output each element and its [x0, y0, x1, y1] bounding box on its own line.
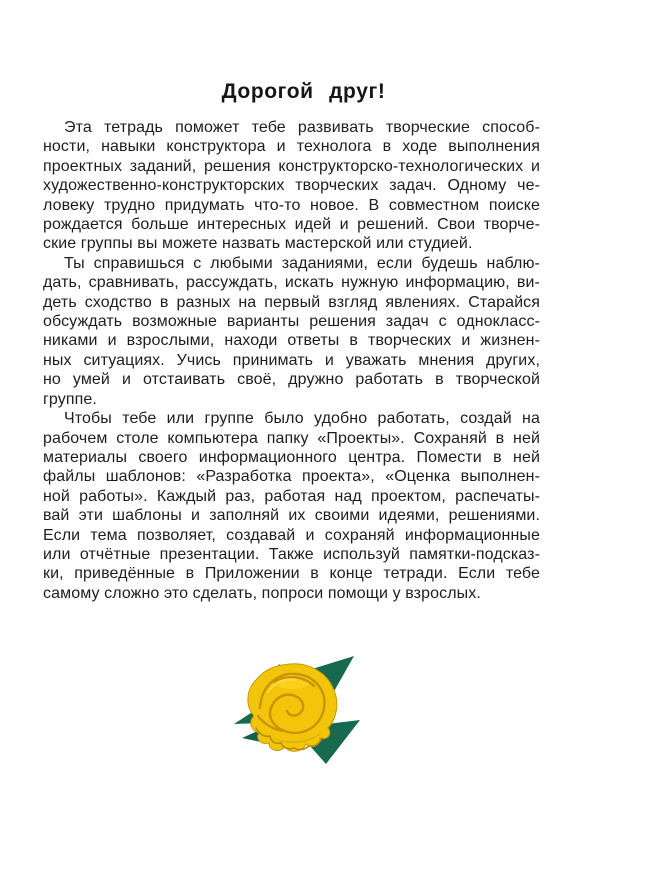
- text-line: никами и взрослыми, находи ответы в творческих и жизнен-: [43, 332, 540, 350]
- text-line: но умей и отстаивать своё, дружно работать в творческой: [43, 371, 540, 389]
- text-line: материалы своего информационного центра. Помести в ней: [43, 448, 540, 466]
- text-line: ности, навыки конструктора и технолога в ходе выполнения: [43, 138, 540, 156]
- text-line: дать, сравнивать, рассуждать, искать нужную информацию, ви-: [43, 274, 540, 292]
- text-line: Если тема позволяет, создавай и сохраняй информационные: [43, 526, 540, 544]
- text-line: рабочем столе компьютера папку «Проекты». Сохраняй в ней: [43, 429, 540, 447]
- body-text: [43, 118, 540, 603]
- text-line: вай эти шаблоны и заполняй их своими идеями, решениями.: [43, 507, 540, 525]
- text-line: деть сходство в разных на первый взгляд явлениях. Старайся: [43, 293, 540, 311]
- text-line: обсуждать возможные варианты решения задач с однокласс-: [43, 313, 540, 331]
- text-line: рождается больше интересных идей и решений. Свои творче-: [43, 216, 540, 234]
- text-line: художественно-конструкторских творческих задач. Одному че-: [43, 177, 540, 195]
- paper-rose-image: [230, 648, 370, 766]
- text-line: самому сложно это сделать, попроси помощи у взрослых.: [43, 584, 481, 602]
- text-line: ных ситуациях. Учись принимать и уважать мнения других,: [43, 351, 540, 369]
- text-line: Эта тетрадь поможет тебе развивать творческие способ-: [64, 119, 540, 136]
- text-line: ки, приведённые в Приложении в конце тетради. Если тебе: [43, 565, 540, 583]
- text-line: файлы шаблонов: «Разработка проекта», «Оценка выполнен-: [43, 468, 540, 486]
- rose-figure: [230, 648, 370, 766]
- text-line: проектных заданий, решения конструкторско-технологических и: [43, 157, 540, 175]
- text-line: Ты справишься с любыми заданиями, если будешь наблю-: [64, 254, 540, 272]
- text-line: ловеку трудно придумать что-то новое. В совместном поиске: [43, 196, 540, 214]
- text-line: Чтобы тебе или группе было удобно работать, создай на: [64, 410, 540, 428]
- text-line: группе.: [43, 390, 97, 408]
- text-line: ские группы вы можете назвать мастерской или студией.: [43, 235, 473, 253]
- page-title: Дорогой друг!: [221, 80, 386, 103]
- text-line: ной работы». Каждый раз, работая над проектом, распечаты-: [43, 487, 540, 505]
- text-line: или отчётные презентации. Также используй памятки-подсказ-: [43, 545, 540, 563]
